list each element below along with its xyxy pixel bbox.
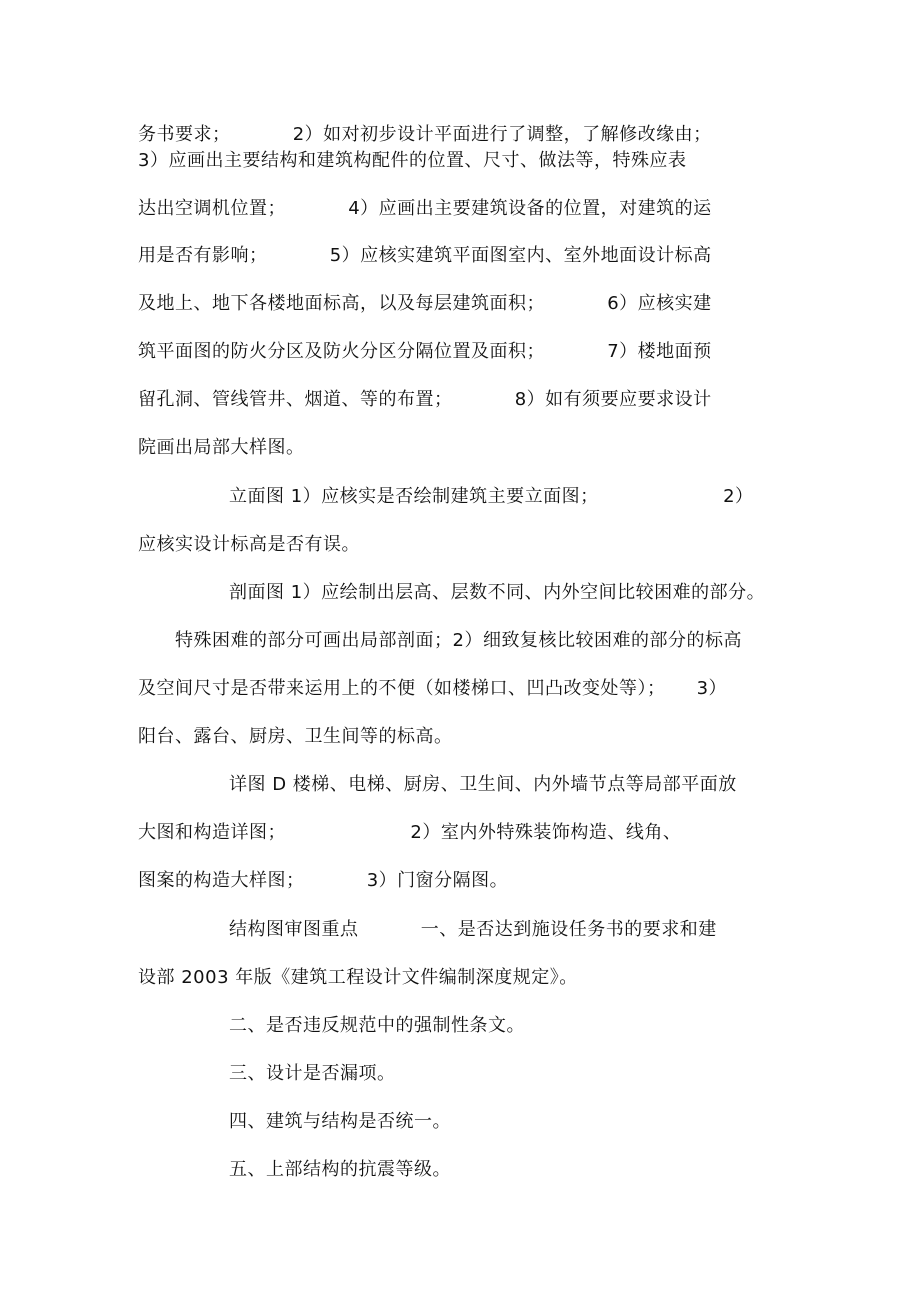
text-line: 院画出局部大样图。 [138,437,305,458]
text-line: 筑平面图的防火分区及防火分区分隔位置及面积； 7）楼地面预 [138,341,712,362]
text-line: 阳台、露台、厨房、卫生间等的标高。 [138,726,453,747]
text-line: 结构图审图重点 一、是否达到施设任务书的要求和建 [229,919,717,940]
text-line: 3）应画出主要结构和建筑构配件的位置、尺寸、做法等，特殊应表 [138,150,687,171]
text-line: 用是否有影响； 5）应核实建筑平面图室内、室外地面设计标高 [138,245,712,266]
text-line: 留孔洞、管线管井、烟道、等的布置； 8）如有须要应要求设计 [138,389,712,410]
text-line: 及地上、地下各楼地面标高，以及每层建筑面积； 6）应核实建 [138,293,712,314]
text-line: 剖面图 1）应绘制出层高、层数不同、内外空间比较困难的部分。 [229,582,766,603]
text-line: 大图和构造详图； 2）室内外特殊装饰构造、线角、 [138,822,682,843]
text-line: 图案的构造大样图； 3）门窗分隔图。 [138,870,509,891]
text-line: 务书要求； 2）如对初步设计平面进行了调整，了解修改缘由； [138,124,712,145]
text-line: 详图 D 楼梯、电梯、厨房、卫生间、内外墙节点等局部平面放 [229,774,737,795]
text-line: 四、建筑与结构是否统一。 [229,1111,451,1132]
text-line: 三、设计是否漏项。 [229,1063,396,1084]
text-line: 五、上部结构的抗震等级。 [229,1159,451,1180]
text-line: 达出空调机位置； 4）应画出主要建筑设备的位置，对建筑的运 [138,198,712,219]
text-line: 特殊困难的部分可画出局部剖面；2）细致复核比较困难的部分的标高 [175,630,742,651]
text-line: 设部 2003 年版《建筑工程设计文件编制深度规定》。 [138,967,578,988]
text-line: 二、是否违反规范中的强制性条文。 [229,1015,525,1036]
text-line: 及空间尺寸是否带来运用上的不便（如楼梯口、凹凸改变处等）； 3） [138,678,728,699]
text-line: 立面图 1）应核实是否绘制建筑主要立面图； 2） [229,486,754,507]
text-line: 应核实设计标高是否有误。 [138,534,360,555]
